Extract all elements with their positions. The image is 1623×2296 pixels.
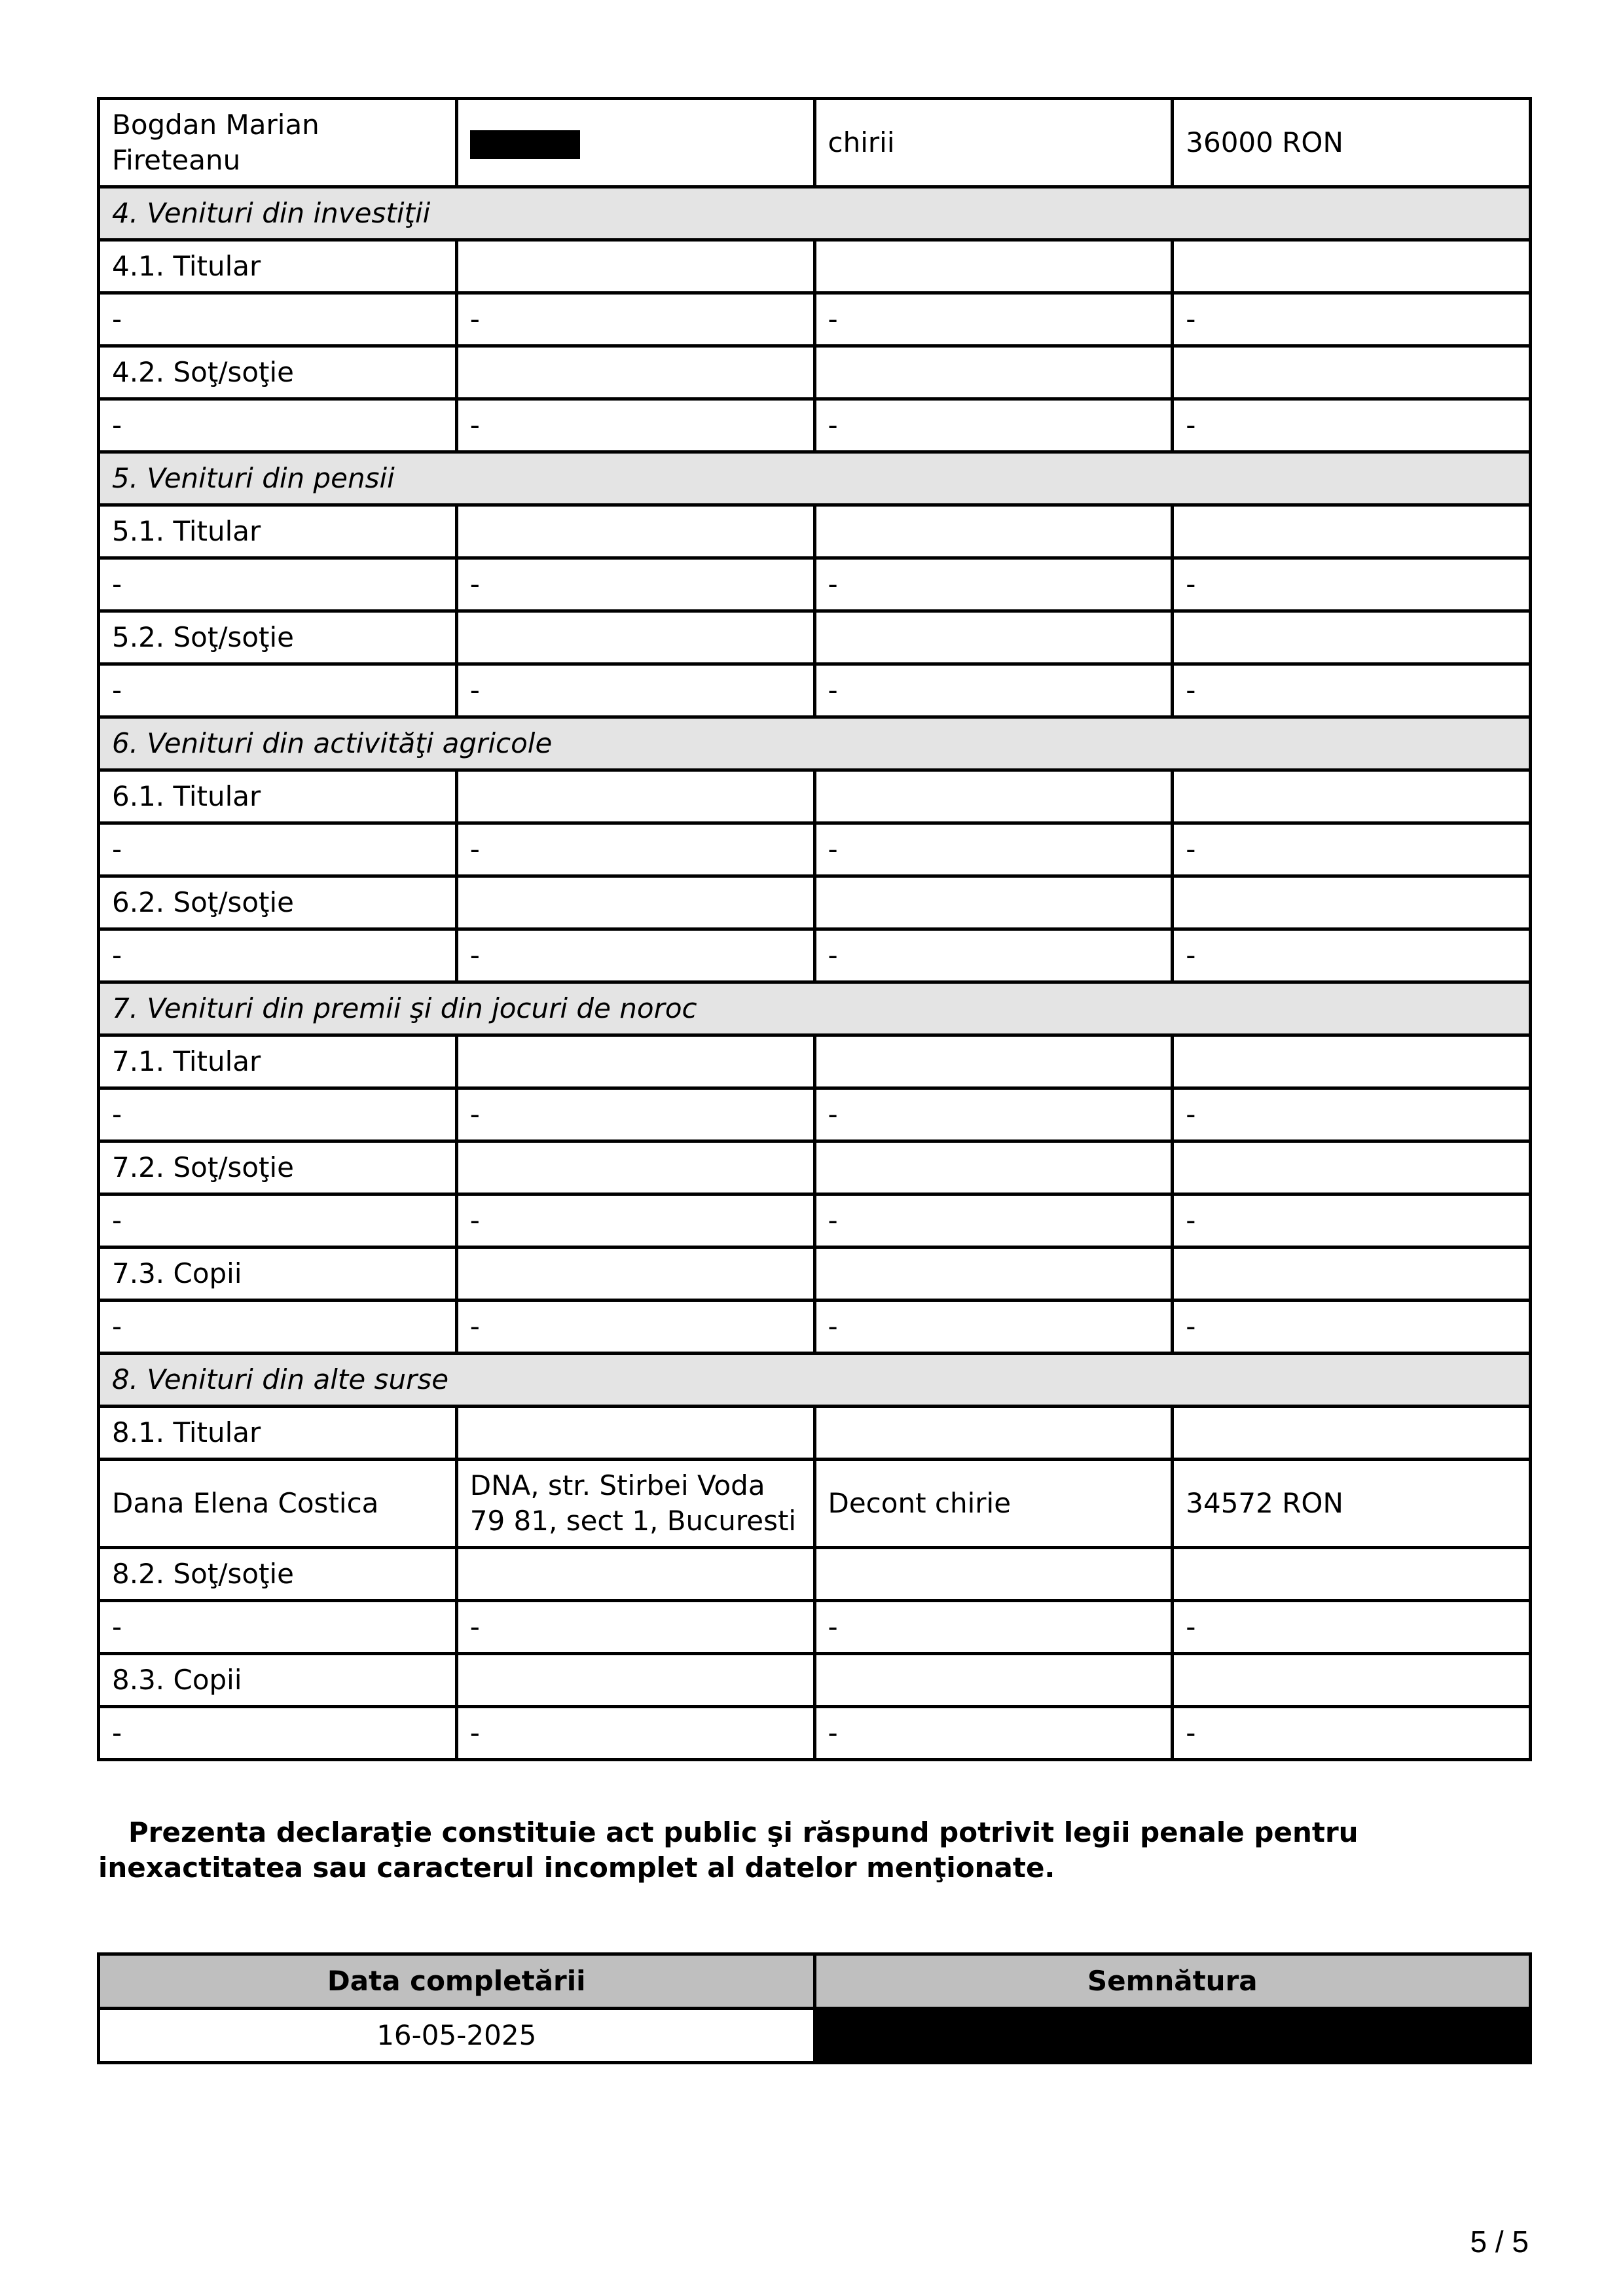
income-amount: 36000 RON <box>1173 99 1531 187</box>
table-cell: - <box>1173 1300 1531 1354</box>
group-label-row <box>99 1548 1531 1601</box>
group-label: 7.3. Copii <box>99 1247 457 1300</box>
table-cell: - <box>456 1707 814 1760</box>
empty-cell <box>814 1141 1173 1194</box>
empty-cell <box>1173 1548 1531 1601</box>
table-row <box>99 1088 1531 1141</box>
group-label-row <box>99 1141 1531 1194</box>
group-label-row <box>99 1035 1531 1088</box>
group-label-row <box>99 240 1531 293</box>
table-cell: - <box>456 399 814 452</box>
signature-redaction <box>814 2009 1531 2063</box>
redaction-block <box>470 130 580 159</box>
table-cell: - <box>99 558 457 611</box>
table-cell: - <box>1173 558 1531 611</box>
group-label-row <box>99 346 1531 399</box>
table-cell: - <box>456 293 814 346</box>
empty-cell <box>1173 1407 1531 1460</box>
group-label: 8.3. Copii <box>99 1654 457 1707</box>
empty-cell <box>1173 611 1531 664</box>
empty-cell <box>456 1548 814 1601</box>
table-cell: - <box>456 1194 814 1247</box>
table-row <box>99 1300 1531 1354</box>
table-row <box>99 664 1531 717</box>
table-cell: - <box>1173 664 1531 717</box>
table-cell: - <box>99 1300 457 1354</box>
redacted-cell <box>456 99 814 187</box>
empty-cell <box>1173 1654 1531 1707</box>
table-cell: - <box>814 929 1173 982</box>
group-label: 7.1. Titular <box>99 1035 457 1088</box>
table-cell: - <box>814 1088 1173 1141</box>
section-title: 5. Venituri din pensii <box>99 452 1531 505</box>
table-cell: Dana Elena Costica <box>99 1460 457 1548</box>
table-cell: - <box>456 558 814 611</box>
table-row <box>99 1707 1531 1760</box>
empty-cell <box>1173 346 1531 399</box>
table-cell: - <box>99 293 457 346</box>
table-row <box>99 99 1531 187</box>
income-source-type: chirii <box>814 99 1173 187</box>
legal-statement: Prezenta declaraţie constituie act public şi răspund potrivit legii penale pentru inexactitatea sau caracterul incomplet al datelor menţionate. <box>98 1816 1359 1884</box>
empty-cell <box>456 346 814 399</box>
table-cell: - <box>1173 1194 1531 1247</box>
table-row <box>99 1194 1531 1247</box>
table-cell: - <box>814 1707 1173 1760</box>
group-label: 4.2. Soţ/soţie <box>99 346 457 399</box>
page-number: 5 / 5 <box>1470 2225 1529 2259</box>
empty-cell <box>456 1035 814 1088</box>
table-cell: - <box>99 823 457 876</box>
group-label-row <box>99 770 1531 823</box>
empty-cell <box>456 1247 814 1300</box>
table-cell: - <box>1173 929 1531 982</box>
table-cell: - <box>814 664 1173 717</box>
income-table-body <box>99 99 1531 1760</box>
empty-cell <box>814 770 1173 823</box>
empty-cell <box>456 1407 814 1460</box>
empty-cell <box>814 1407 1173 1460</box>
table-cell: 34572 RON <box>1173 1460 1531 1548</box>
date-header: Data completării <box>99 1954 815 2009</box>
group-label: 4.1. Titular <box>99 240 457 293</box>
section-title: 8. Venituri din alte surse <box>99 1354 1531 1407</box>
empty-cell <box>456 770 814 823</box>
table-cell: - <box>814 823 1173 876</box>
signature-table-row <box>99 2009 1531 2063</box>
signature-header: Semnătura <box>814 1954 1531 2009</box>
table-cell: - <box>814 1601 1173 1654</box>
empty-cell <box>814 505 1173 558</box>
group-label-row <box>99 1407 1531 1460</box>
table-cell: - <box>456 929 814 982</box>
table-row <box>99 823 1531 876</box>
table-cell: - <box>99 1088 457 1141</box>
table-cell: - <box>1173 1088 1531 1141</box>
section-title: 4. Venituri din investiţii <box>99 187 1531 240</box>
table-cell: - <box>456 1088 814 1141</box>
table-row <box>99 1601 1531 1654</box>
empty-cell <box>456 505 814 558</box>
empty-cell <box>814 1654 1173 1707</box>
income-table <box>97 97 1532 1761</box>
empty-cell <box>456 1141 814 1194</box>
empty-cell <box>814 240 1173 293</box>
table-cell: - <box>814 399 1173 452</box>
section-header-row <box>99 1354 1531 1407</box>
table-cell: - <box>99 664 457 717</box>
table-cell: - <box>456 1601 814 1654</box>
empty-cell <box>1173 1141 1531 1194</box>
empty-cell <box>814 1035 1173 1088</box>
group-label: 6.1. Titular <box>99 770 457 823</box>
group-label: 5.1. Titular <box>99 505 457 558</box>
table-row <box>99 558 1531 611</box>
signature-table <box>97 1952 1532 2064</box>
table-cell: - <box>814 293 1173 346</box>
empty-cell <box>1173 1035 1531 1088</box>
completion-date: 16-05-2025 <box>99 2009 815 2063</box>
empty-cell <box>1173 770 1531 823</box>
empty-cell <box>456 876 814 929</box>
empty-cell <box>814 611 1173 664</box>
section-header-row <box>99 452 1531 505</box>
section-header-row <box>99 187 1531 240</box>
empty-cell <box>1173 876 1531 929</box>
group-label: 8.2. Soţ/soţie <box>99 1548 457 1601</box>
table-cell: - <box>814 1194 1173 1247</box>
table-cell: - <box>99 929 457 982</box>
table-cell: - <box>1173 399 1531 452</box>
group-label-row <box>99 611 1531 664</box>
section-header-row <box>99 982 1531 1035</box>
section-header-row <box>99 717 1531 770</box>
empty-cell <box>456 240 814 293</box>
signature-table-header <box>99 1954 1531 2009</box>
table-row <box>99 1460 1531 1548</box>
table-cell: - <box>99 1707 457 1760</box>
table-cell: - <box>1173 293 1531 346</box>
group-label: 6.2. Soţ/soţie <box>99 876 457 929</box>
section-title: 7. Venituri din premii şi din jocuri de noroc <box>99 982 1531 1035</box>
group-label-row <box>99 1247 1531 1300</box>
table-row <box>99 929 1531 982</box>
group-label-row <box>99 1654 1531 1707</box>
empty-cell <box>814 876 1173 929</box>
table-cell: - <box>99 399 457 452</box>
empty-cell <box>456 1654 814 1707</box>
table-cell: - <box>456 823 814 876</box>
empty-cell <box>814 1548 1173 1601</box>
table-cell: - <box>99 1601 457 1654</box>
table-cell: - <box>1173 1707 1531 1760</box>
table-cell: DNA, str. Stirbei Voda 79 81, sect 1, Bucuresti <box>456 1460 814 1548</box>
table-row <box>99 293 1531 346</box>
table-row <box>99 399 1531 452</box>
table-cell: - <box>1173 823 1531 876</box>
group-label: 8.1. Titular <box>99 1407 457 1460</box>
empty-cell <box>814 346 1173 399</box>
table-cell: - <box>1173 1601 1531 1654</box>
empty-cell <box>814 1247 1173 1300</box>
income-holder-name: Bogdan Marian Fireteanu <box>99 99 457 187</box>
table-cell: - <box>99 1194 457 1247</box>
section-title: 6. Venituri din activităţi agricole <box>99 717 1531 770</box>
group-label: 5.2. Soţ/soţie <box>99 611 457 664</box>
empty-cell <box>1173 1247 1531 1300</box>
table-cell: - <box>456 1300 814 1354</box>
group-label-row <box>99 876 1531 929</box>
empty-cell <box>1173 505 1531 558</box>
table-cell: - <box>814 1300 1173 1354</box>
table-cell: - <box>814 558 1173 611</box>
group-label-row <box>99 505 1531 558</box>
table-cell: - <box>456 664 814 717</box>
group-label: 7.2. Soţ/soţie <box>99 1141 457 1194</box>
empty-cell <box>1173 240 1531 293</box>
empty-cell <box>456 611 814 664</box>
table-cell: Decont chirie <box>814 1460 1173 1548</box>
